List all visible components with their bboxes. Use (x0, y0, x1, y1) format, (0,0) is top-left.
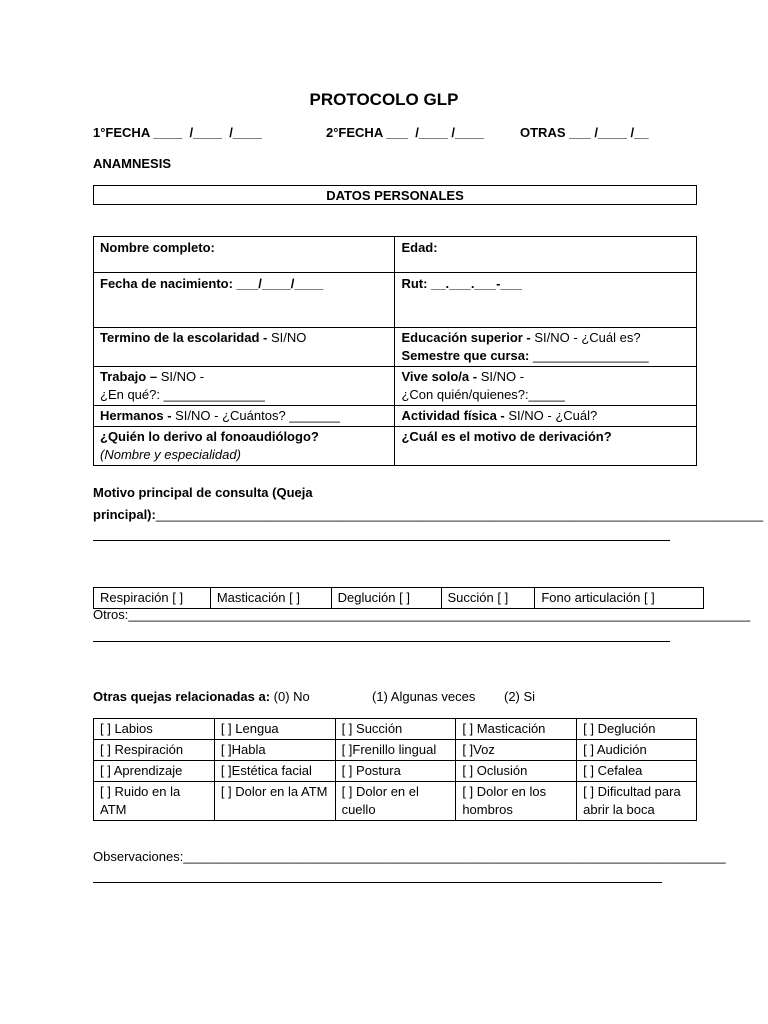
observaciones-extra-line[interactable] (93, 882, 662, 883)
queja-habla[interactable]: [ ]Habla (214, 740, 335, 761)
area-masticacion[interactable]: Masticación [ ] (210, 588, 331, 609)
motivo-consulta-label: Motivo principal de consulta (Queja (93, 485, 313, 500)
queja-succion[interactable]: [ ] Succión (335, 719, 456, 740)
queja-lengua[interactable]: [ ] Lengua (214, 719, 335, 740)
queja-dificultad-boca[interactable]: [ ] Dificultad para abrir la boca (577, 782, 697, 821)
queja-aprendizaje[interactable]: [ ] Aprendizaje (94, 761, 215, 782)
area-succion[interactable]: Succión [ ] (441, 588, 535, 609)
table-row (94, 367, 697, 406)
escolaridad-cell[interactable] (94, 328, 395, 367)
opcion-1: (1) Algunas veces (372, 689, 476, 704)
vive-options: SI/NO - (480, 369, 525, 384)
edad-cell[interactable] (395, 237, 697, 273)
queja-frenillo[interactable]: [ ]Frenillo lingual (335, 740, 456, 761)
table-row (94, 427, 697, 466)
vive-label: Vive solo/a - (401, 369, 481, 384)
queja-cefalea[interactable]: [ ] Cefalea (577, 761, 697, 782)
derivo-cell[interactable] (94, 427, 395, 466)
actividad-label: Actividad física - (401, 408, 509, 423)
areas-table (93, 587, 704, 609)
table-row (94, 761, 697, 782)
nombre-cell[interactable] (94, 237, 395, 273)
queja-voz[interactable]: [ ]Voz (456, 740, 577, 761)
escolaridad-label: Termino de la escolaridad - (100, 330, 271, 345)
nombre-label: Nombre completo: (100, 240, 215, 255)
motivo-derivacion-cell[interactable] (395, 427, 697, 466)
trabajo-options: SI/NO - (160, 369, 205, 384)
fecha-nacimiento-label: Fecha de nacimiento: ___/____/____ (100, 276, 324, 291)
queja-respiracion[interactable]: [ ] Respiración (94, 740, 215, 761)
actividad-cell[interactable] (395, 406, 697, 427)
area-respiracion[interactable]: Respiración [ ] (94, 588, 211, 609)
hermanos-options: SI/NO - ¿Cuántos? _______ (175, 408, 340, 423)
trabajo-cell[interactable] (94, 367, 395, 406)
educacion-label: Educación superior - (401, 330, 535, 345)
opcion-0: (0) No (273, 689, 310, 704)
vive-con: ¿Con quién/quienes?:_____ (401, 387, 565, 402)
motivo-consulta-line[interactable] (93, 507, 764, 522)
otros-extra-line[interactable] (93, 641, 670, 642)
page-title: PROTOCOLO GLP (309, 90, 459, 109)
table-row (94, 406, 697, 427)
queja-estetica-facial[interactable]: [ ]Estética facial (214, 761, 335, 782)
queja-masticacion[interactable]: [ ] Masticación (456, 719, 577, 740)
rut-label: Rut: __.___.___-___ (401, 276, 523, 291)
otras-quejas-table (93, 718, 697, 821)
table-row (94, 740, 697, 761)
table-row (94, 237, 697, 273)
fecha-otras[interactable]: OTRAS ___ /____ /__ (520, 125, 649, 140)
motivo-extra-line[interactable] (93, 540, 670, 541)
queja-ruido-atm[interactable]: [ ] Ruido en la ATM (94, 782, 215, 821)
derivo-note: (Nombre y especialidad) (100, 447, 241, 462)
queja-dolor-hombros[interactable]: [ ] Dolor en los hombros (456, 782, 577, 821)
datos-personales-label: DATOS PERSONALES (326, 188, 464, 203)
hermanos-cell[interactable] (94, 406, 395, 427)
otros-line[interactable]: Otros:______________________________________________________________________________________ (93, 607, 751, 622)
semestre-label: Semestre que cursa: (401, 348, 533, 363)
table-row (94, 782, 697, 821)
table-row (94, 588, 704, 609)
anamnesis-heading: ANAMNESIS (93, 156, 172, 171)
queja-labios[interactable]: [ ] Labios (94, 719, 215, 740)
educacion-cell[interactable] (395, 328, 697, 367)
queja-audicion[interactable]: [ ] Audición (577, 740, 697, 761)
rut-cell[interactable] (395, 273, 697, 328)
area-fono-articulacion[interactable]: Fono articulación [ ] (535, 588, 704, 609)
motivo-principal-label: principal): (93, 507, 156, 522)
motivo-derivacion-label: ¿Cuál es el motivo de derivación? (401, 429, 612, 444)
opcion-2: (2) Si (504, 689, 536, 704)
queja-dolor-cuello[interactable]: [ ] Dolor en el cuello (335, 782, 456, 821)
table-row (94, 328, 697, 367)
queja-dolor-atm[interactable]: [ ] Dolor en la ATM (214, 782, 335, 821)
queja-postura[interactable]: [ ] Postura (335, 761, 456, 782)
observaciones-line[interactable]: Observaciones:___________________________________________________________________________ (93, 849, 726, 864)
otras-quejas-row (93, 689, 310, 704)
educacion-options: SI/NO - ¿Cuál es? (534, 330, 641, 345)
actividad-options: SI/NO - ¿Cuál? (508, 408, 598, 423)
queja-oclusion[interactable]: [ ] Oclusión (456, 761, 577, 782)
vive-cell[interactable] (395, 367, 697, 406)
trabajo-label: Trabajo – (100, 369, 161, 384)
table-row (94, 719, 697, 740)
hermanos-label: Hermanos - (100, 408, 176, 423)
derivo-label: ¿Quién lo derivo al fonoaudiólogo? (100, 429, 319, 444)
fecha-2[interactable]: 2°FECHA ___ /____ /____ (326, 125, 484, 140)
datos-personales-header (93, 185, 697, 205)
motivo-principal-blank: ____________________________________________________________________________________ (155, 507, 764, 522)
semestre-blank: ________________ (532, 348, 649, 363)
trabajo-que: ¿En qué?: ______________ (100, 387, 265, 402)
fecha-nacimiento-cell[interactable] (94, 273, 395, 328)
edad-label: Edad: (401, 240, 438, 255)
table-row (94, 273, 697, 328)
otras-quejas-label: Otras quejas relacionadas a: (93, 689, 271, 704)
escolaridad-options: SI/NO (270, 330, 307, 345)
queja-deglucion[interactable]: [ ] Deglución (577, 719, 697, 740)
area-deglucion[interactable]: Deglución [ ] (331, 588, 441, 609)
fecha-1[interactable]: 1°FECHA ____ /____ /____ (93, 125, 262, 140)
personal-data-table (93, 236, 697, 466)
